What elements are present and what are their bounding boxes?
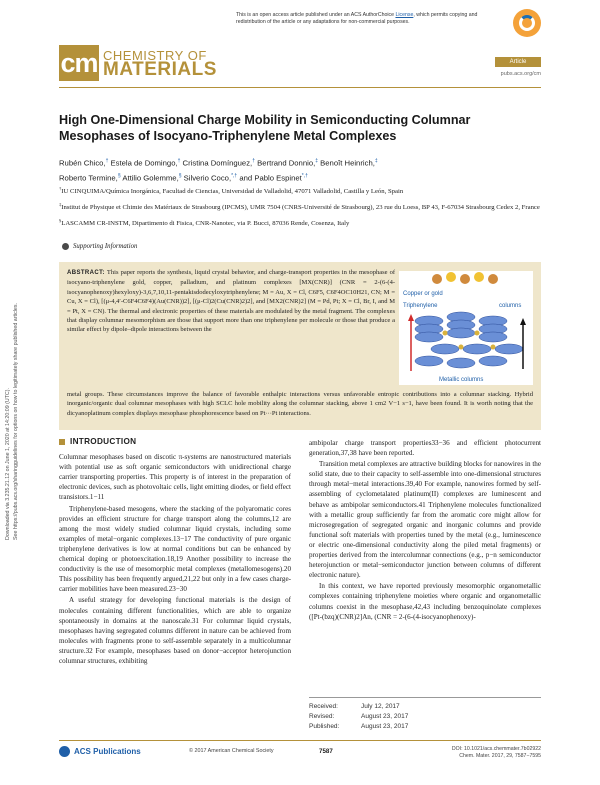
toc-label-bottom: Metallic columns xyxy=(439,377,484,383)
right-column xyxy=(309,438,541,623)
abstract-text-continued: metal groups. These circumstances improve the balance of favorable enthalpic interactions versus unfavorable entropic contributions into a columnar stacking. Hybrid inorganic/organic dual columnar mesophases with high SCLC hole mobility along the columnar stacking, above 1 cm2 V−1 s−1, have been found. It is worth noting that the dicyanoplatinum complex displays mesophase phosphorescence based on Pt···Pt interactions. xyxy=(67,391,533,417)
paragraph: Columnar mesophases based on discotic π-systems are nanostructured materials with potential use as soft organic semiconductors with unidirectional charge carrier transporting properties. This property is of interest in the preparation of electronic devices, such as photovoltaic cells, light emitting diodes, or field effect transistors.1−11 xyxy=(59,453,291,502)
section-marker-icon xyxy=(59,439,65,445)
author[interactable]: Roberto Termine, xyxy=(59,173,118,183)
author[interactable]: Silverio Coco, xyxy=(183,173,232,183)
copyright: © 2017 American Chemical Society xyxy=(189,748,274,754)
author-list: Rubén Chico,† Estela de Domingo,† Cristina Domínguez,† Bertrand Donnio,‡ Benoît Heinrich,‡ Roberto Termine,§ Attilio Golemme,§ Silverio Coco,*,† and Pablo Espinet*,† xyxy=(59,158,378,183)
paragraph: In this context, we have reported previously mesomorphic organometallic complexes containing triphenylene moieties where organic and organometallic columns coexist in the mesophase,42,43 including benzoquinolate complexes ([Pt-(bzq)(CNR)2]An, (CNR = 2-(6-(4-isocyanophenoxy)- xyxy=(309,582,541,621)
paragraph: A useful strategy for developing functional materials is the design of molecules containing different functionalities, which are able to organize spontaneously in domains at the nanoscale.31 For columnar liquid crystals, mesophases having segregated columns different in nature can be achieved from molecules with fragments prone to self-assemble separately in a multicolumnar structure.32 For example, mesophases based on donor−acceptor heterojunction columnar structures, exhibiting xyxy=(59,596,291,665)
journal-url[interactable]: pubs.acs.org/cm xyxy=(500,71,541,77)
acs-logo-icon xyxy=(59,746,70,757)
abstract-text: ABSTRACT: This paper reports the synthesis, liquid crystal behavior, and charge-transport properties in the mesophase of isocyano-triphenylene gold, copper, palladium, and platinum complexes [MX(CNR)] (CNR = 2-(6-(4-isocyanophenoxy)hexyloxy)-3,6,7,10,11-pentakisdodecyloxytriphenylene; M = Au, X = Cl, C6F5, C6F4OC10H21, CN; M = Cu, X = Cl), [(μ-4,4′-C6F4C6F4)(Au(CNR))2], [(μ-Cl)2(Cu(CNR)2)2], and [MX2(CNR)2] (M = Pd, Pt; X = Cl, Br, I, and M = Pt, X = CN). The thermal and electronic properties of these materials are modulated by the metal fragment. The complexes that display columnar mesomorphism are those that support more than one triphenylene per molecule or those that produce a similar effect by dipole–dipole interactions between the xyxy=(67,269,395,334)
doi-citation xyxy=(420,746,541,760)
article-type-tab: Article xyxy=(495,57,541,67)
supporting-information-link[interactable]: Supporting Information xyxy=(62,243,137,250)
date-row: Revised: August 23, 2017 xyxy=(309,713,409,720)
supporting-info-icon xyxy=(62,243,69,250)
toc-label-top: Copper or gold xyxy=(403,291,443,297)
author[interactable]: Cristina Domínguez, xyxy=(182,158,253,168)
affiliation: ‡Institut de Physique et Chimie des Matériaux de Strasbourg (IPCMS), UMR 7504 (CNRS-Université de Strasbourg), 23 rue du Loess, BP 43, F-67034 Strasbourg Cedex 2, France xyxy=(59,201,540,212)
acs-publications-logo[interactable]: ACS Publications xyxy=(59,746,141,757)
date-row: Published: August 23, 2017 xyxy=(309,723,409,730)
citation: Chem. Mater. 2017, 29, 7587−7595 xyxy=(459,753,541,759)
author[interactable]: Estela de Domingo, xyxy=(110,158,178,168)
page-number: 7587 xyxy=(319,748,333,755)
abstract-box xyxy=(59,262,541,430)
footer-divider xyxy=(59,740,541,741)
paragraph: ambipolar charge transport properties33−36 and efficient photocurrent generation,37,38 have been reported. xyxy=(309,439,541,458)
publication-dates xyxy=(309,697,541,732)
journal-logo[interactable] xyxy=(59,45,217,81)
logo-line-1: CHEMISTRY OF xyxy=(103,48,207,63)
cm-logo-mark: cm xyxy=(59,45,99,81)
open-access-notice: This is an open access article published under an ACS AuthorChoice License, which permits copying and redistribution of the article or any adaptations for non-commercial purposes. xyxy=(236,12,478,26)
author[interactable]: Rubén Chico, xyxy=(59,158,106,168)
download-notice-line-2: See https://pubs.acs.org/sharingguidelines for options on how to legitimately share published articles. xyxy=(13,302,19,540)
abstract-label: ABSTRACT: xyxy=(67,270,105,276)
license-link[interactable]: License xyxy=(395,12,414,18)
header-divider xyxy=(59,87,541,88)
download-notice-line-1: Downloaded via 3.235.21.12 on June 1, 2020 at 14:20:09 (UTC). xyxy=(5,388,11,540)
doi-link[interactable]: DOI: 10.1021/acs.chemmater.7b02922 xyxy=(451,746,541,752)
affiliation: §LASCAMM CR-INSTM, Dipartimento di Fisica, CNR-Nanotec, via P. Bucci, 87036 Rende, Cosenza, Italy xyxy=(59,217,350,227)
affiliations xyxy=(59,184,541,231)
paragraph: Transition metal complexes are attractive building blocks for nanowires in the solid state, due to their capacity to self-assemble into one-dimensional structures through metal−metal interactions.39,40 For example, nanowires formed by self-assembling of cyclometalated platinum(II) complexes are luminescent and behave as ambipolar semiconductors.41 Triphenylene molecules functionalized with a metallic group sufficiently far from the aromatic core might allow for microsegregation of segregated organic and inorganic columns and provide functional soft materials with properties tuned by the metal (e.g., luminescence or electric one-dimensional conductivity along the piled metal fragments) or properties derived from the intercolumnar connections (e.g., p−n semiconductor heterojunction or metal−semiconductor junction between columns of different electronic nature). xyxy=(309,460,541,580)
author[interactable]: Attilio Golemme, xyxy=(122,173,179,183)
columnar-stack-figure xyxy=(399,271,533,385)
author[interactable]: Benoît Heinrich, xyxy=(320,158,375,168)
article-title: High One-Dimensional Charge Mobility in Semiconducting Columnar Mesophases of Isocyano-Triphenylene Metal Complexes xyxy=(59,113,471,143)
open-access-badge-icon[interactable] xyxy=(513,9,541,37)
toc-graphic[interactable] xyxy=(399,271,533,385)
date-row: Received: July 12, 2017 xyxy=(309,703,400,710)
left-column xyxy=(59,437,291,667)
affiliation: †IU CINQUIMA/Química Inorgánica, Facultad de Ciencias, Universidad de Valladolid, 47071 Valladolid, Castilla y León, Spain xyxy=(59,186,404,196)
download-notice xyxy=(1,250,23,540)
paragraph: Triphenylene-based mesogens, where the stacking of the polyaromatic cores provides an efficient structure for charge transport along the columns,12 are among the most widely studied columnar liquid crystals, including some examples of metal−organic complexes.13−17 The conductivity of pure organic triphenylene derivatives is low at normal conditions but can be enhanced by chemical doping or photoexcitation.18,19 Another possibility to increase the conductivity is the use of mesomorphic metal complexes (metallomesogens).20 This possibility has been frequently argued,21,22 but only in a few cases charge-carrier mobilities have been measured.23−30 xyxy=(59,504,291,594)
logo-line-2: MATERIALS xyxy=(103,59,217,80)
section-heading: INTRODUCTION xyxy=(59,437,291,447)
author[interactable]: and Pablo Espinet xyxy=(239,173,302,183)
toc-label-left: Triphenylene xyxy=(403,303,438,309)
toc-label-right: columns xyxy=(499,303,522,309)
author[interactable]: Bertrand Donnio, xyxy=(257,158,316,168)
